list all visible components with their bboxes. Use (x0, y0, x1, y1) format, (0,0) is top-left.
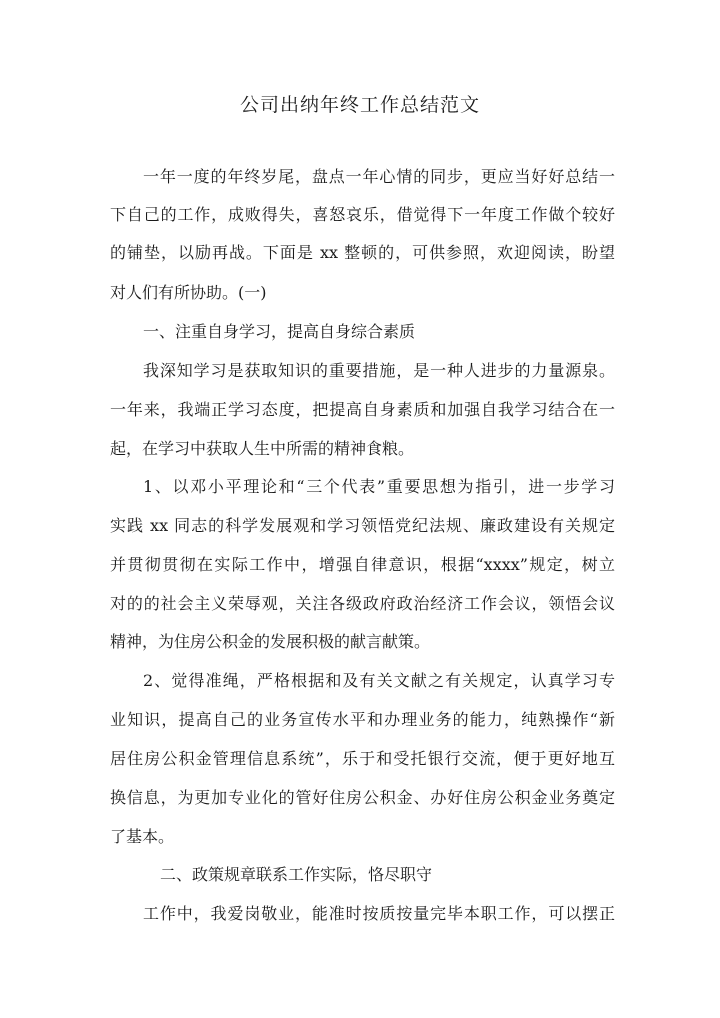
paragraph-line: 居住房公积金管理信息系统”，乐于和受托银行交流，便于更好地互 (110, 749, 615, 768)
paragraph-line: 对人们有所协助。(一) (110, 283, 267, 302)
paragraph-line: 下自己的工作，成败得失，喜怒哀乐，借觉得下一年度工作做个较好 (110, 205, 615, 224)
paragraph-line: 一年一度的年终岁尾，盘点一年心情的同步，更应当好好总结一 (143, 167, 615, 186)
document-title: 公司出纳年终工作总结范文 (239, 94, 480, 116)
section-heading: 一、注重自身学习，提高自身综合素质 (143, 322, 416, 341)
paragraph-line: 并贯彻贯彻在实际工作中，增强自律意识，根据“xxxx”规定，树立 (110, 555, 615, 574)
paragraph-line: 工作中，我爱岗敬业，能准时按质按量完毕本职工作，可以摆正 (143, 904, 615, 923)
paragraph-line: 的铺垫，以励再战。下面是 xx 整顿的，可供参照，欢迎阅读，盼望 (110, 243, 615, 262)
paragraph-line: 精神，为住房公积金的发展积极的献言献策。 (110, 632, 431, 651)
paragraph-line: 我深知学习是获取知识的重要措施，是一种人进步的力量源泉。 (143, 361, 615, 380)
paragraph-line: 2、觉得准绳，严格根据和及有关文献之有关规定，认真学习专 (143, 671, 615, 690)
paragraph-line: 了基本。 (110, 827, 175, 846)
paragraph-line: 业知识，提高自己的业务宣传水平和办理业务的能力，纯熟操作“新 (110, 710, 615, 729)
paragraph-line: 一年来，我端正学习态度，把提高自身素质和加强自我学习结合在一 (110, 400, 615, 419)
paragraph-line: 实践 xx 同志的科学发展观和学习领悟党纪法规、廉政建设有关规定 (110, 516, 615, 535)
paragraph-line: 换信息，为更加专业化的管好住房公积金、办好住房公积金业务奠定 (110, 788, 615, 807)
paragraph-line: 对的的社会主义荣辱观，关注各级政府政治经济工作会议，领悟会议 (110, 594, 615, 613)
paragraph-line: 起，在学习中获取人生中所需的精神食粮。 (110, 439, 415, 458)
paragraph-line: 1、以邓小平理论和“三个代表”重要思想为指引，进一步学习 (143, 477, 615, 496)
section-heading: 二、政策规章联系工作实际，恪尽职守 (160, 865, 433, 884)
